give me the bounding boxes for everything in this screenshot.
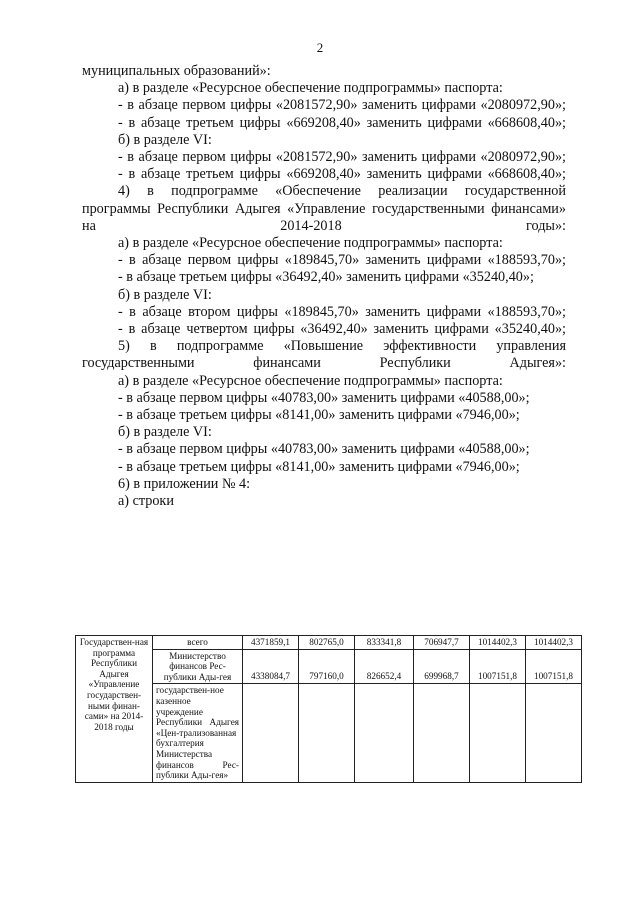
executor-value-cell: 699968,7: [414, 649, 470, 684]
total-value-cell: 706947,7: [414, 636, 470, 650]
total-value-cell: 1014402,3: [470, 636, 526, 650]
paragraph: - в абзаце третьем цифры «36492,40» заменить цифрами «35240,40»;: [118, 269, 534, 286]
paragraph: 5) в подпрограмме «Повышение эффективности управления государственными финансами Республики Адыгея»:: [82, 338, 566, 372]
paragraph: - в абзаце третьем цифры «669208,40» заменить цифрами «668608,40»;: [118, 114, 566, 131]
paragraph: муниципальных образований»:: [82, 63, 271, 79]
paragraph: а) в разделе «Ресурсное обеспечение подпрограммы» паспорта:: [118, 372, 503, 389]
paragraph: - в абзаце четвертом цифры «36492,40» заменить цифрами «35240,40»;: [118, 321, 566, 338]
total-value-cell: 1014402,3: [526, 636, 582, 650]
empty-cell: [299, 684, 355, 782]
appendix-table: [75, 635, 582, 783]
paragraph: - в абзаце первом цифры «2081572,90» заменить цифрами «2080972,90»;: [118, 97, 566, 114]
paragraph: 6) в приложении № 4:: [118, 475, 251, 492]
paragraph: - в абзаце втором цифры «189845,70» заменить цифрами «188593,70»;: [118, 303, 566, 320]
paragraph: б) в разделе VI:: [118, 424, 212, 441]
paragraph: - в абзаце третьем цифры «8141,00» заменить цифрами «7946,00»;: [118, 458, 520, 475]
empty-cell: [470, 684, 526, 782]
paragraph: б) в разделе VI:: [118, 286, 212, 303]
total-label-cell: всего: [153, 636, 243, 650]
total-value-cell: 802765,0: [299, 636, 355, 650]
paragraph: - в абзаце первом цифры «2081572,90» заменить цифрами «2080972,90»;: [118, 149, 566, 166]
paragraph: а) в разделе «Ресурсное обеспечение подпрограммы» паспорта:: [118, 80, 503, 97]
paragraph: - в абзаце первом цифры «40783,00» заменить цифрами «40588,00»;: [118, 441, 530, 458]
empty-cell: [414, 684, 470, 782]
paragraph: - в абзаце первом цифры «40783,00» заменить цифрами «40588,00»;: [118, 389, 530, 406]
executor-value-cell: 826652,4: [355, 649, 414, 684]
document-body: [82, 63, 566, 510]
empty-cell: [526, 684, 582, 782]
empty-cell: [355, 684, 414, 782]
executor-value-cell: 1007151,8: [470, 649, 526, 684]
executor-value-cell: 4338084,7: [243, 649, 299, 684]
paragraph: 4) в подпрограмме «Обеспечение реализации государственной программы Республики Адыгея «Управление государственными финансами» на 2014-2018 годы»:: [82, 183, 566, 234]
paragraph: б) в разделе VI:: [118, 131, 212, 148]
institution-cell: государствен-ное казенное учреждение Республики Адыгея «Цен-трализованная бухгалтерия Министерства финансов Рес-публики Ады-гея»: [153, 684, 243, 782]
total-value-cell: 833341,8: [355, 636, 414, 650]
paragraph: - в абзаце первом цифры «189845,70» заменить цифрами «188593,70»;: [118, 252, 566, 269]
executor-cell: Министерство финансов Рес-публики Ады-гея: [153, 649, 243, 684]
program-name-cell: Государствен-ная программа Республики Адыгея «Управление государствен-ными финан-сами» на 2014-2018 годы: [76, 636, 153, 783]
paragraph: а) строки: [118, 493, 174, 510]
page-number: 2: [316, 40, 324, 55]
empty-cell: [243, 684, 299, 782]
paragraph: - в абзаце третьем цифры «669208,40» заменить цифрами «668608,40»;: [118, 166, 566, 183]
table-row: [76, 636, 582, 650]
paragraph: а) в разделе «Ресурсное обеспечение подпрограммы» паспорта:: [118, 235, 503, 252]
executor-value-cell: 1007151,8: [526, 649, 582, 684]
executor-value-cell: 797160,0: [299, 649, 355, 684]
total-value-cell: 4371859,1: [243, 636, 299, 650]
paragraph: - в абзаце третьем цифры «8141,00» заменить цифрами «7946,00»;: [118, 407, 520, 424]
